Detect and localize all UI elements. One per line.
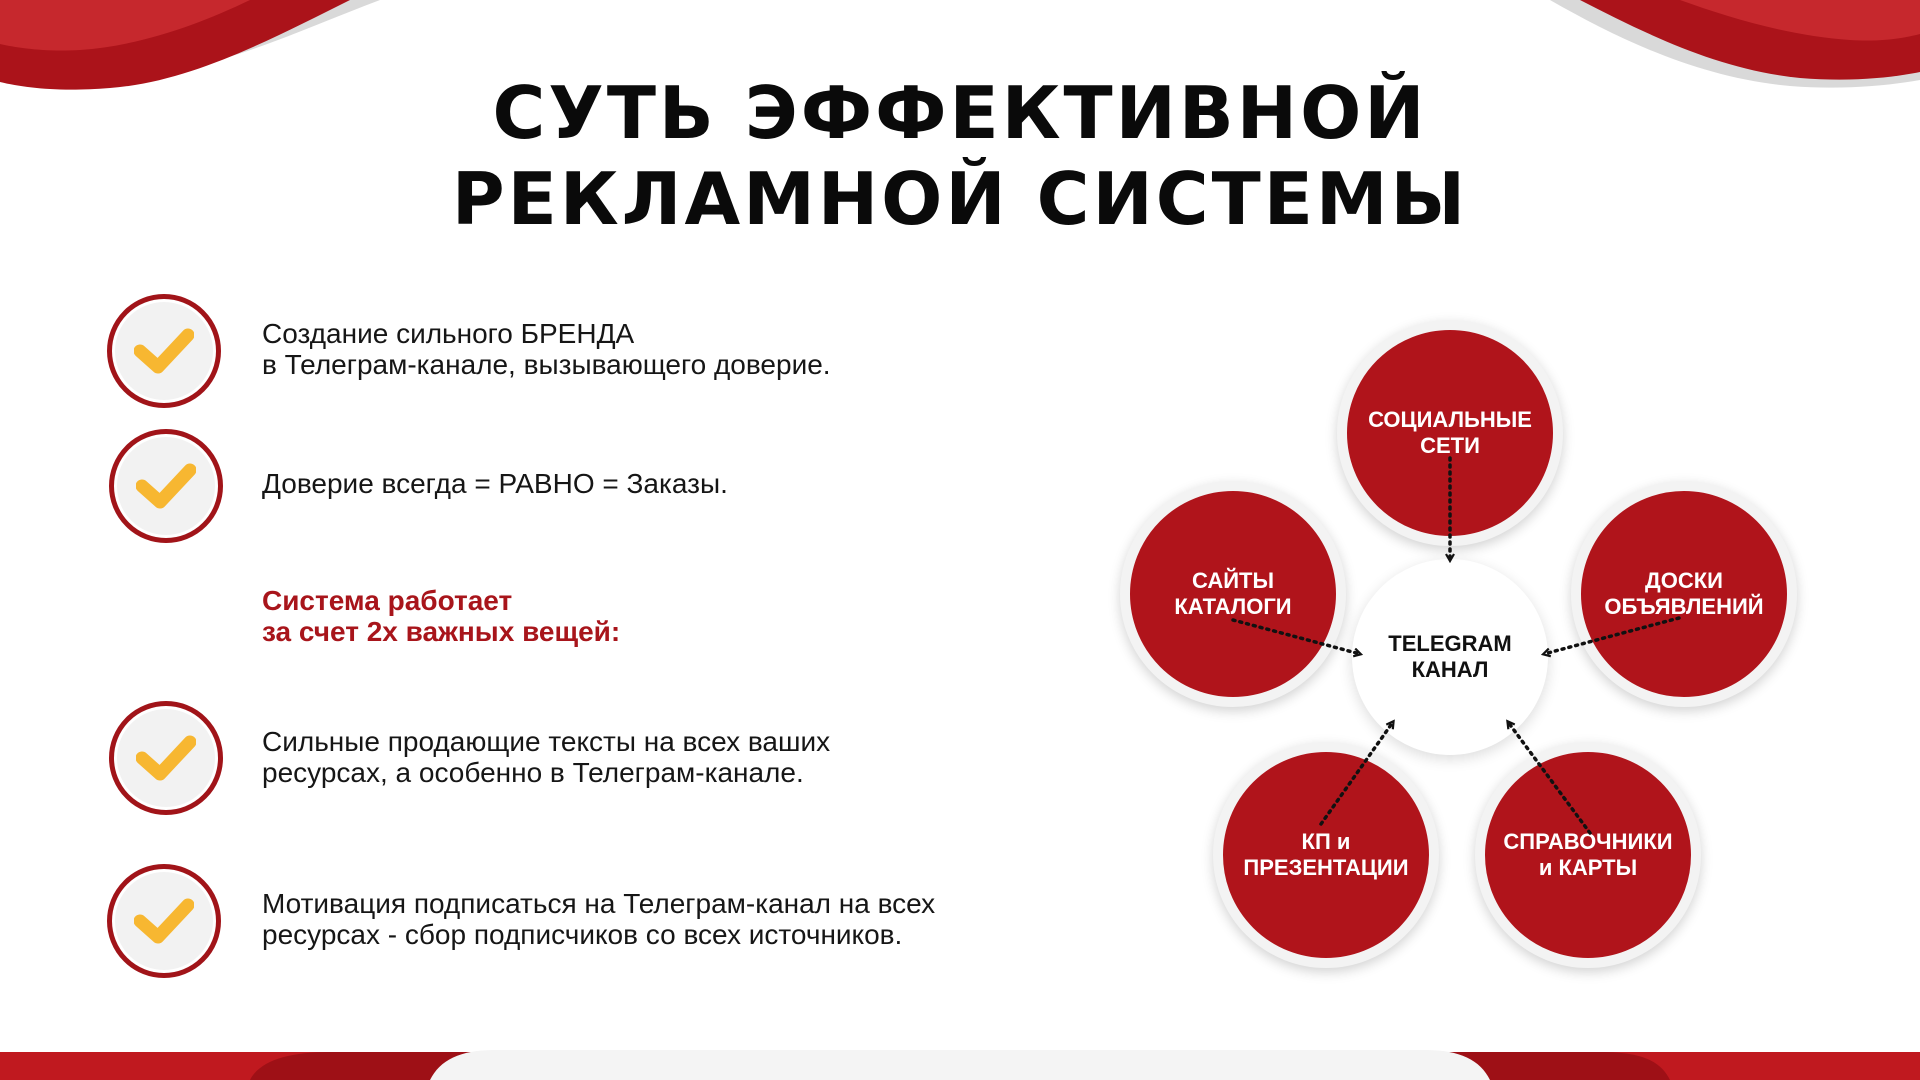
- title-line-1: СУТЬ ЭФФЕКТИВНОЙ: [492, 71, 1428, 155]
- arrow-kp-to-center: [1321, 722, 1393, 824]
- item-line: Создание сильного БРЕНДА: [262, 318, 635, 349]
- center-line-2: КАНАЛ: [1411, 657, 1489, 682]
- node-line-1: ДОСКИ: [1645, 568, 1723, 593]
- arrow-boards-to-center: [1544, 618, 1679, 654]
- item-line: ресурсах - сбор подписчиков со всех источников.: [262, 919, 903, 950]
- node-line-1: СОЦИАЛЬНЫЕ: [1368, 407, 1532, 432]
- title-line-2: РЕКЛАМНОЙ СИСТЕМЫ: [451, 157, 1469, 241]
- accent-line-1: Система работает: [262, 585, 513, 616]
- node-line-2: СЕТИ: [1420, 433, 1480, 458]
- item-line: в Телеграм-канале, вызывающего доверие.: [262, 349, 831, 380]
- node-line-1: СПРАВОЧНИКИ: [1503, 829, 1673, 854]
- item-line: Мотивация подписаться на Телеграм-канал на всех: [262, 888, 936, 919]
- item-line: ресурсах, а особенно в Телеграм-канале.: [262, 757, 804, 788]
- accent-line-2: за счет 2х важных вещей:: [262, 616, 621, 647]
- node-line-1: КП и: [1301, 829, 1351, 854]
- item-line: Сильные продающие тексты на всех ваших: [262, 726, 831, 757]
- node-line-2: и КАРТЫ: [1538, 855, 1638, 880]
- arrow-directories-to-center: [1508, 722, 1590, 833]
- center-line-1: TELEGRAM: [1388, 631, 1512, 656]
- node-line-2: ОБЪЯВЛЕНИЙ: [1604, 594, 1764, 619]
- node-line-1: САЙТЫ: [1191, 568, 1275, 593]
- item-line: Доверие всегда = РАВНО = Заказы.: [262, 468, 728, 499]
- node-line-2: ПРЕЗЕНТАЦИИ: [1243, 855, 1409, 880]
- node-line-2: КАТАЛОГИ: [1174, 594, 1292, 619]
- arrow-sites-to-center: [1233, 620, 1360, 654]
